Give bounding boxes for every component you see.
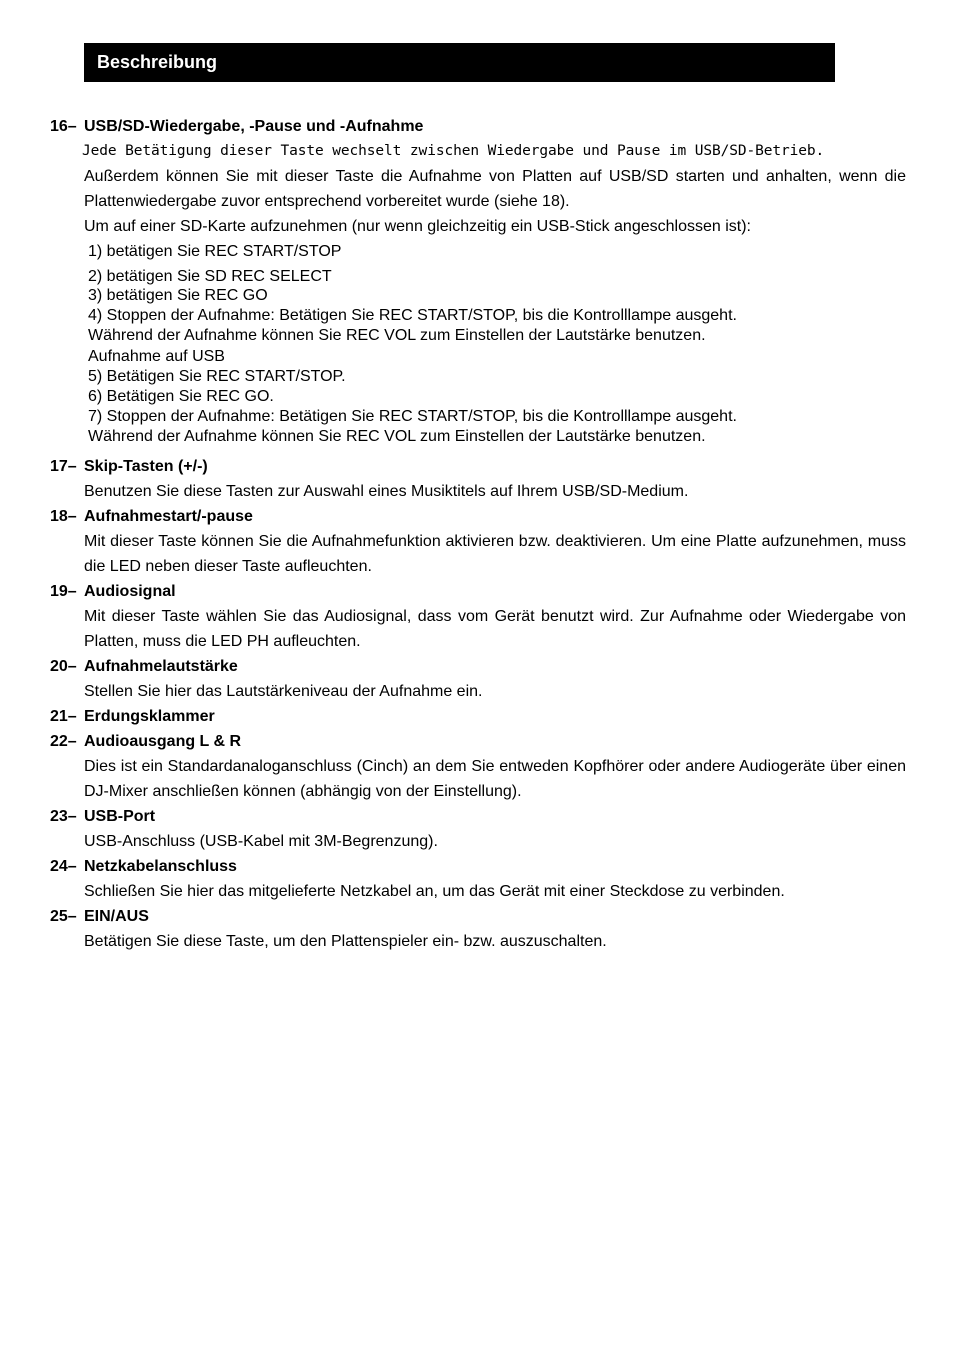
step-line: 3) betätigen Sie REC GO [88,287,268,304]
item-23 [50,804,906,854]
item-title [50,504,906,529]
item-heading: USB/SD-Wiedergabe, -Pause und -Aufnahme [84,118,424,135]
item-heading: Audioausgang L & R [84,732,242,750]
item-heading: Aufnahmelautstärke [84,657,238,675]
item-number: 24– [50,857,77,875]
item-number: 17– [50,457,77,475]
item-paragraph: Außerdem können Sie mit dieser Taste die Aufnahme von Platten auf USB/SD starten und anhalten, wenn die Plattenwiedergabe zuvor entsprechend vorbereitet wurde (siehe 18). [84,168,906,210]
item-title [50,854,906,879]
step-line: 4) Stoppen der Aufnahme: Betätigen Sie REC START/STOP, bis die Kontrolllampe ausgeht. [88,307,737,325]
step-line: 5) Betätigen Sie REC START/STOP. [88,367,346,385]
item-mono-line: Jede Betätigung dieser Taste wechselt zwischen Wiedergabe und Pause im USB/SD-Betrieb. [82,143,825,159]
item-title [50,114,906,139]
item-25 [50,904,906,954]
item-title [50,904,906,929]
item-paragraph: Um auf einer SD-Karte aufzunehmen (nur wenn gleichzeitig ein USB-Stick angeschlossen ist): [84,218,751,235]
item-heading: Netzkabelanschluss [84,857,237,875]
item-paragraph: Betätigen Sie diese Taste, um den Plattenspieler ein- bzw. auszuschalten. [84,932,607,950]
item-title [50,804,906,829]
item-20 [50,654,906,704]
item-number: 25– [50,907,77,925]
item-title [50,579,906,604]
item-paragraph: Stellen Sie hier das Lautstärkeniveau der Aufnahme ein. [84,682,483,700]
item-paragraph: Dies ist ein Standardanaloganschluss (Cinch) an dem Sie entweden Kopfhörer oder andere Audiogeräte über einen DJ-Mixer anschließen können (abhängig von der Einstellung). [84,757,906,800]
item-heading: EIN/AUS [84,907,149,925]
description-list [50,114,906,954]
item-heading: USB-Port [84,807,156,825]
item-heading: Skip-Tasten (+/-) [84,457,208,475]
item-paragraph: Benutzen Sie diese Tasten zur Auswahl eines Musiktitels auf Ihrem USB/SD-Medium. [84,482,689,500]
item-number: 21– [50,707,77,725]
item-24 [50,854,906,904]
item-22 [50,729,906,804]
step-line: 6) Betätigen Sie REC GO. [88,388,274,406]
item-17 [50,454,906,504]
item-21 [50,704,906,729]
step-list [50,239,906,448]
item-title [50,454,906,479]
item-title [50,729,906,754]
item-title [50,654,906,679]
item-number: 20– [50,657,77,675]
item-heading: Aufnahmestart/-pause [84,507,253,525]
item-number: 22– [50,732,77,750]
item-number: 18– [50,507,77,525]
item-paragraph: Mit dieser Taste wählen Sie das Audiosignal, dass vom Gerät benutzt wird. Zur Aufnahme oder Wiedergabe von Platten, muss die LED PH aufleuchten. [84,607,906,650]
step-line: Aufnahme auf USB [88,347,225,365]
item-title [50,704,906,729]
step-line: 2) betätigen Sie SD REC SELECT [88,268,332,285]
item-heading: Erdungsklammer [84,707,215,725]
step-line: 1) betätigen Sie REC START/STOP [88,243,342,260]
item-number: 19– [50,582,77,600]
step-line: 7) Stoppen der Aufnahme: Betätigen Sie REC START/STOP, bis die Kontrolllampe ausgeht. [88,408,737,426]
item-paragraph: USB-Anschluss (USB-Kabel mit 3M-Begrenzung). [84,832,438,850]
item-18 [50,504,906,579]
step-line: Während der Aufnahme können Sie REC VOL zum Einstellen der Lautstärke benutzen. [88,428,706,446]
item-paragraph: Mit dieser Taste können Sie die Aufnahmefunktion aktivieren bzw. deaktivieren. Um eine Platte aufzunehmen, muss die LED neben dieser Taste aufleuchten. [84,532,906,575]
section-title: Beschreibung [97,52,218,72]
section-header-bar [84,43,835,82]
item-paragraph: Schließen Sie hier das mitgelieferte Netzkabel an, um das Gerät mit einer Steckdose zu verbinden. [84,882,785,900]
item-heading: Audiosignal [84,582,176,600]
item-number: 23– [50,807,77,825]
item-19 [50,579,906,654]
item-16 [50,114,906,448]
item-number: 16– [50,118,77,135]
step-line: Während der Aufnahme können Sie REC VOL zum Einstellen der Lautstärke benutzen. [88,327,706,345]
